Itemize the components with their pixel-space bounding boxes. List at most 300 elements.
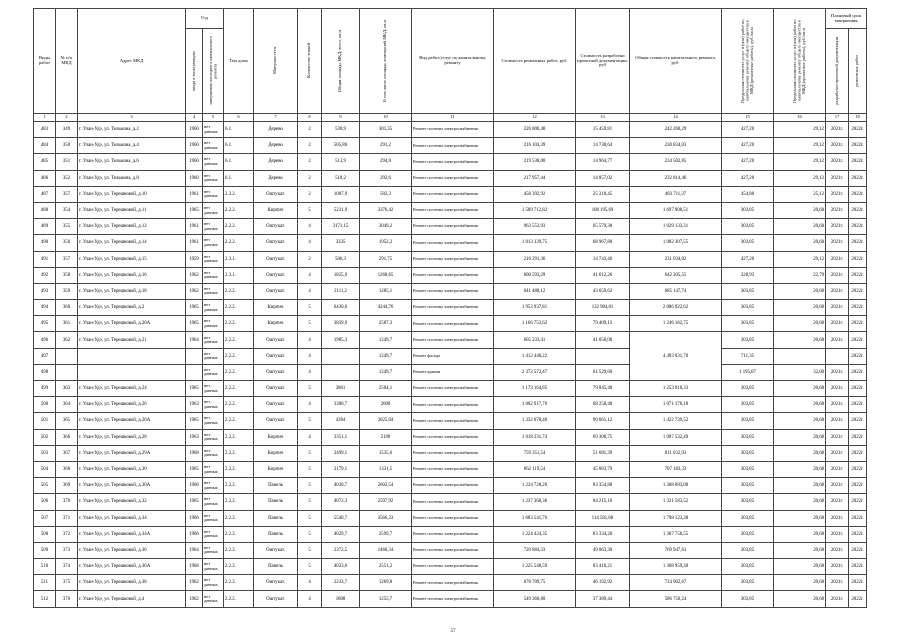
cell-addr: г. Улан-Удэ, ул. Терешковой, д.26А (78, 413, 186, 429)
table-row (34, 526, 867, 542)
cell-et: 5 (298, 494, 322, 510)
cell-pl: 6430,6 (322, 300, 360, 316)
cell-p2: 20,68 (774, 559, 826, 575)
cell-n: 508 (34, 526, 56, 542)
cell-d2: 2022г. (849, 397, 867, 413)
cell-tip: 2.2.2. (224, 413, 254, 429)
cell-n: 506 (34, 494, 56, 510)
table-body (34, 122, 867, 608)
header-god-vvod: ввода в эксплуатацию (190, 50, 196, 92)
cell-mat: Оштукат. (254, 219, 298, 235)
cell-pr (576, 348, 630, 364)
cell-n: 491 (34, 251, 56, 267)
cell-rem: нет данных (203, 122, 224, 138)
cell-pr: 45 063,79 (576, 461, 630, 477)
cell-st: 1 412 440,22 (494, 348, 576, 364)
cell-p2: 29,12 (774, 122, 826, 138)
cell-d2: 2022г. (849, 219, 867, 235)
cell-mkd: 360 (56, 300, 78, 316)
cell-pl: 1985,3 (322, 332, 360, 348)
cell-p1: 427,20 (722, 154, 774, 170)
cell-st: 1 224 424,35 (494, 526, 576, 542)
cell-pr: 79 845,48 (576, 381, 630, 397)
cell-mkd: 358 (56, 267, 78, 283)
cell-st: 219 538,08 (494, 154, 576, 170)
cell-n: 501 (34, 413, 56, 429)
cell-addr: г. Улан-Удэ, ул. Терешковой, д.26 (78, 397, 186, 413)
cell-mkd: 365 (56, 413, 78, 429)
table-row (34, 575, 867, 591)
cell-d1: 2021г. (826, 478, 849, 494)
cell-mat: Кирпич (254, 202, 298, 218)
cell-god: 1960 (186, 138, 203, 154)
cell-vid: Ремонт крыши (412, 364, 494, 380)
cell-p1: 427,20 (722, 170, 774, 186)
cell-n: 485 (34, 154, 56, 170)
cell-ob: 707 183,33 (630, 461, 722, 477)
cell-d1: 2021г. (826, 559, 849, 575)
table-row (34, 138, 867, 154)
cell-d1 (826, 348, 849, 364)
cell-d1: 2021г. (826, 526, 849, 542)
cell-et: 4 (298, 429, 322, 445)
cell-p1: 303,85 (722, 575, 774, 591)
cell-pl: 5540,7 (322, 510, 360, 526)
cell-pl: 4033,6 (322, 559, 360, 575)
cell-pl: 1825,9 (322, 267, 360, 283)
cell-mat: Панель (254, 526, 298, 542)
cell-p2 (774, 348, 826, 364)
table-row (34, 267, 867, 283)
cell-mat: Кирпич (254, 300, 298, 316)
cell-plp: 3049,2 (360, 219, 412, 235)
cell-n: 503 (34, 445, 56, 461)
cell-ob: 1 798 123,38 (630, 510, 722, 526)
cell-god: 1968 (186, 445, 203, 461)
cell-god: 1962 (186, 591, 203, 607)
cell-plp: 2551,2 (360, 559, 412, 575)
cell-mkd: 371 (56, 510, 78, 526)
header-material-sten: Материал стен (272, 47, 278, 75)
cell-d2: 2022г. (849, 575, 867, 591)
cell-addr: г. Улан-Удэ, ул. Терешковой, д.28 (78, 429, 186, 445)
cell-d1: 2021г. (826, 267, 849, 283)
cell-d1: 2021г. (826, 591, 849, 607)
cell-mat: Оштукат. (254, 542, 298, 558)
cell-p1: 303,85 (722, 429, 774, 445)
cell-tip: 2.2.2. (224, 526, 254, 542)
cell-addr: г. Улан-Удэ, ул. Терешковой, д.36А (78, 559, 186, 575)
cell-d2: 2022г. (849, 348, 867, 364)
cell-tip: 2.2.2. (224, 202, 254, 218)
cell-plp: 3566,33 (360, 510, 412, 526)
cell-mat: Оштукат. (254, 591, 298, 607)
table-row (34, 235, 867, 251)
cell-ob: 230 834,03 (630, 138, 722, 154)
cell-ob: 1 082 307,55 (630, 235, 722, 251)
cell-p1: 303,85 (722, 559, 774, 575)
cell-st: 1 002 917,70 (494, 397, 576, 413)
cell-pl: 4384 (322, 413, 360, 429)
cell-rem: нет данных (203, 202, 224, 218)
cell-rem: нет данных (203, 154, 224, 170)
cell-p1: 303,85 (722, 510, 774, 526)
cell-mat: Оштукат. (254, 348, 298, 364)
table-row (34, 283, 867, 299)
header-pred-stoim-2: Предельная стоимость услуг и (или) работ по капитальному ремонту общего имущества в МКД (проектные работы), руб./кв.м (791, 19, 806, 103)
cell-pr: 90 661,12 (576, 413, 630, 429)
table-row (34, 591, 867, 607)
cell-mat: Оштукат. (254, 186, 298, 202)
cell-p1: 303,85 (722, 202, 774, 218)
table-row (34, 251, 867, 267)
cell-d2: 2022г. (849, 510, 867, 526)
cell-vid: Ремонт системы электроснабжения (412, 381, 494, 397)
cell-st: 1 166 753,62 (494, 316, 576, 332)
cell-p2: 29,12 (774, 251, 826, 267)
cell-d2: 2022г. (849, 332, 867, 348)
cell-p1: 303,85 (722, 283, 774, 299)
table-row (34, 219, 867, 235)
cell-st: 1 953 937,81 (494, 300, 576, 316)
table-row (34, 478, 867, 494)
cell-p1: 303,85 (722, 478, 774, 494)
cell-pl: 3839,9 (322, 316, 360, 332)
cell-d2: 2022г. (849, 300, 867, 316)
cell-plp: 1285,1 (360, 283, 412, 299)
cell-n: 502 (34, 429, 56, 445)
header-stoimost-proekt: Стоимость разработки проектной документации, руб (576, 9, 630, 114)
cell-god: 1960 (186, 170, 203, 186)
cell-mkd: 357 (56, 251, 78, 267)
cell-d2: 2022г. (849, 138, 867, 154)
cell-et: 5 (298, 381, 322, 397)
cell-n: 507 (34, 510, 56, 526)
cell-vid: Ремонт системы электроснабжения (412, 170, 494, 186)
cell-vid: Ремонт системы электроснабжения (412, 154, 494, 170)
cell-et: 4 (298, 364, 322, 380)
cell-plp: 1249,7 (360, 364, 412, 380)
cell-ob: 724 902,67 (630, 575, 722, 591)
cell-p2: 20,68 (774, 445, 826, 461)
cell-n: 500 (34, 397, 56, 413)
cell-pl: 3300,7 (322, 397, 360, 413)
cell-mkd (56, 364, 78, 380)
cell-d1: 2021г. (826, 542, 849, 558)
cell-tip: 2.2.2. (224, 300, 254, 316)
cell-d1: 2021г. (826, 138, 849, 154)
cell-god: 1960 (186, 154, 203, 170)
header-ploshad-obshaya: Общая площадь МКД, всего, кв.м (337, 29, 343, 93)
cell-d2: 2022г. (849, 381, 867, 397)
cell-mkd: 376 (56, 591, 78, 607)
cell-vid: Ремонт системы электроснабжения (412, 494, 494, 510)
cell-plp: 2597,92 (360, 494, 412, 510)
table-row (34, 332, 867, 348)
cell-addr: г. Улан-Удэ, ул. Терешковой, д.29А (78, 445, 186, 461)
cell-p2: 20,68 (774, 429, 826, 445)
cell-vid: Ремонт системы электроснабжения (412, 591, 494, 607)
cell-mat: Дерево (254, 154, 298, 170)
cell-et: 4 (298, 267, 322, 283)
cell-n: 504 (34, 461, 56, 477)
cell-addr: г. Улан-Удэ, ул. Терешковой, д.4 (78, 591, 186, 607)
cell-rem: нет данных (203, 364, 224, 380)
cell-et: 5 (298, 300, 322, 316)
cell-plp: 2602,54 (360, 478, 412, 494)
cell-rem: нет данных (203, 381, 224, 397)
cell-pl: 3861 (322, 381, 360, 397)
column-number-row (34, 114, 867, 122)
cell-tip: 2.3.1. (224, 267, 254, 283)
table-row (34, 397, 867, 413)
cell-god: 1962 (186, 267, 203, 283)
column-number: 10 (360, 114, 412, 122)
cell-n: 510 (34, 559, 56, 575)
cell-addr: г. Улан-Удэ, ул. Терешковой, д.16 (78, 267, 186, 283)
cell-d2: 2022г. (849, 429, 867, 445)
cell-et: 5 (298, 510, 322, 526)
cell-d2: 2022г. (849, 461, 867, 477)
cell-pr: 114 581,68 (576, 510, 630, 526)
cell-d2: 2022г. (849, 154, 867, 170)
cell-d1: 2021г. (826, 283, 849, 299)
cell-god: 1959 (186, 251, 203, 267)
cell-mkd: 352 (56, 170, 78, 186)
cell-addr: г. Улан-Удэ, ул. Терешковой, д.18 (78, 283, 186, 299)
cell-ob: 1 253 010,33 (630, 381, 722, 397)
cell-et: 5 (298, 542, 322, 558)
cell-god: 1962 (186, 283, 203, 299)
cell-pl (322, 364, 360, 380)
cell-pl: 3171,15 (322, 219, 360, 235)
cell-p1: 303,85 (722, 542, 774, 558)
cell-god (186, 348, 203, 364)
cell-plp: 1952,2 (360, 235, 412, 251)
cell-pl: 2499,1 (322, 445, 360, 461)
cell-pl: 4072,3 (322, 494, 360, 510)
cell-tip: 2.2.2. (224, 429, 254, 445)
cell-p1: 303,85 (722, 316, 774, 332)
cell-ob: 769 947,63 (630, 542, 722, 558)
page-number: 57 (450, 629, 456, 634)
cell-vid: Ремонт системы электроснабжения (412, 138, 494, 154)
cell-d1: 2021г. (826, 316, 849, 332)
cell-p2: 20,68 (774, 300, 826, 316)
cell-d2: 2022г. (849, 202, 867, 218)
cell-d1: 2021г. (826, 122, 849, 138)
cell-st: 600 593,29 (494, 267, 576, 283)
cell-tip: 2.2.2. (224, 542, 254, 558)
cell-pl: 2372,5 (322, 542, 360, 558)
cell-n: 496 (34, 332, 56, 348)
cell-st: 2 372 572,47 (494, 364, 576, 380)
cell-pl: 510,2 (322, 170, 360, 186)
cell-p1: 303,85 (722, 591, 774, 607)
column-number: 4 (186, 114, 203, 122)
cell-mkd: 372 (56, 526, 78, 542)
cell-pl: 3351,1 (322, 429, 360, 445)
cell-addr: г. Улан-Удэ, ул. Терешковой, д.38 (78, 575, 186, 591)
cell-p2: 20,68 (774, 591, 826, 607)
cell-p2: 25,12 (774, 186, 826, 202)
table-row (34, 381, 867, 397)
cell-p1: 427,20 (722, 138, 774, 154)
cell-tip: 2.3.2. (224, 186, 254, 202)
cell-ob: 811 032,93 (630, 445, 722, 461)
cell-d2: 2022г. (849, 591, 867, 607)
cell-et: 4 (298, 332, 322, 348)
cell-addr: г. Улан-Удэ, ул. Терешковой, д.10 (78, 186, 186, 202)
cell-rem: нет данных (203, 559, 224, 575)
cell-n: 493 (34, 283, 56, 299)
cell-mat: Кирпич (254, 445, 298, 461)
cell-et: 4 (298, 348, 322, 364)
cell-n: 487 (34, 186, 56, 202)
cell-plp: 1249,7 (360, 332, 412, 348)
cell-et: 2 (298, 251, 322, 267)
cell-pr: 108 195,69 (576, 202, 630, 218)
cell-mat: Панель (254, 510, 298, 526)
cell-p1: 303,85 (722, 300, 774, 316)
cell-d1: 2021г. (826, 413, 849, 429)
cell-p2: 29,12 (774, 170, 826, 186)
cell-st: 641 488,12 (494, 283, 576, 299)
cell-addr: г. Улан-Удэ, ул. Терешковой, д.20А (78, 316, 186, 332)
table-row (34, 316, 867, 332)
cell-d1: 2021г. (826, 154, 849, 170)
cell-addr: г. Улан-Удэ, ул. Терешковой, д.30А (78, 478, 186, 494)
cell-st: 678 709,75 (494, 575, 576, 591)
column-number: 6 (224, 114, 254, 122)
cell-vid: Ремонт системы электроснабжения (412, 461, 494, 477)
cell-n: 505 (34, 478, 56, 494)
cell-p1: 454,80 (722, 186, 774, 202)
cell-mat: Дерево (254, 138, 298, 154)
cell-n: 494 (34, 300, 56, 316)
cell-d1: 2021г. (826, 300, 849, 316)
cell-mat: Оштукат. (254, 251, 298, 267)
cell-pr: 46 192,92 (576, 575, 630, 591)
header-god-remont: завершения последнего капитального ремонта (207, 36, 217, 106)
cell-plp: 3025,04 (360, 413, 412, 429)
cell-d1: 2021г. (826, 364, 849, 380)
table-row (34, 429, 867, 445)
cell-d2: 2022г. (849, 316, 867, 332)
cell-pr: 83 334,20 (576, 526, 630, 542)
cell-et: 5 (298, 461, 322, 477)
cell-ob: 642 205,55 (630, 267, 722, 283)
cell-d2: 2022г. (849, 283, 867, 299)
cell-addr: г. Улан-Удэ, ул. Тельмана, д.6 (78, 154, 186, 170)
cell-st: 1 224 728,20 (494, 478, 576, 494)
cell-mat: Оштукат. (254, 381, 298, 397)
cell-vid: Ремонт системы электроснабжения (412, 251, 494, 267)
cell-d2: 2022г. (849, 186, 867, 202)
table-row (34, 170, 867, 186)
cell-mkd: 362 (56, 332, 78, 348)
table-row (34, 300, 867, 316)
cell-p2: 20,68 (774, 478, 826, 494)
cell-p2: 20,68 (774, 283, 826, 299)
cell-vid: Ремонт системы электроснабжения (412, 445, 494, 461)
cell-d1: 2021г. (826, 397, 849, 413)
cell-rem: нет данных (203, 413, 224, 429)
cell-rem: нет данных (203, 478, 224, 494)
cell-et: 5 (298, 526, 322, 542)
cell-st: 1 225 548,59 (494, 559, 576, 575)
cell-rem: нет данных (203, 316, 224, 332)
cell-tip: 2.3.1. (224, 251, 254, 267)
cell-rem: нет данных (203, 251, 224, 267)
table-row (34, 413, 867, 429)
cell-p2: 20,68 (774, 219, 826, 235)
cell-et: 4 (298, 591, 322, 607)
cell-p1: 711,35 (722, 348, 774, 364)
cell-p1: 303,85 (722, 381, 774, 397)
cell-st: 1 683 541,70 (494, 510, 576, 526)
cell-n: 483 (34, 122, 56, 138)
cell-et: 5 (298, 316, 322, 332)
cell-n: 495 (34, 316, 56, 332)
cell-plp: 2600 (360, 397, 412, 413)
cell-p2: 20,68 (774, 397, 826, 413)
cell-mkd: 373 (56, 542, 78, 558)
column-number: 3 (78, 114, 186, 122)
cell-ob: 2 086 922,62 (630, 300, 722, 316)
cell-mat: Дерево (254, 122, 298, 138)
cell-d2: 2022г. (849, 235, 867, 251)
cell-plp: 291,2 (360, 138, 412, 154)
cell-p2: 20,68 (774, 542, 826, 558)
cell-st: 1 018 231,74 (494, 429, 576, 445)
header-etazhi: Количество этажей (306, 43, 312, 79)
cell-st: 549 360,80 (494, 591, 576, 607)
cell-vid: Ремонт системы электроснабжения (412, 413, 494, 429)
cell-plp: 3376,42 (360, 202, 412, 218)
cell-tip: 2.2.2. (224, 219, 254, 235)
cell-tip: 2.2.2. (224, 364, 254, 380)
cell-mkd: 364 (56, 397, 78, 413)
cell-addr: г. Улан-Удэ, ул. Терешковой, д.15 (78, 251, 186, 267)
cell-addr: г. Улан-Удэ, ул. Терешковой, д.24 (78, 381, 186, 397)
cell-n: 490 (34, 235, 56, 251)
cell-god: 1965 (186, 413, 203, 429)
cell-mkd: 375 (56, 575, 78, 591)
cell-et: 4 (298, 575, 322, 591)
cell-addr: г. Улан-Удэ, ул. Тельмана, д.2 (78, 122, 186, 138)
cell-pr: 37 389,44 (576, 591, 630, 607)
cell-et: 2 (298, 154, 322, 170)
cell-d2: 2022г. (849, 445, 867, 461)
cell-n: 509 (34, 542, 56, 558)
cell-plp: 1269,8 (360, 575, 412, 591)
cell-rem: нет данных (203, 300, 224, 316)
cell-god: 1962 (186, 575, 203, 591)
header-tip-doma: Тип дома (224, 9, 254, 114)
cell-mkd: 374 (56, 559, 78, 575)
cell-n: 489 (34, 219, 56, 235)
cell-mat: Оштукат. (254, 235, 298, 251)
cell-tip: 2.2.2. (224, 235, 254, 251)
cell-rem: нет данных (203, 494, 224, 510)
cell-d1: 2021г. (826, 186, 849, 202)
cell-st: 1 173 164,85 (494, 381, 576, 397)
cell-et: 5 (298, 202, 322, 218)
cell-mat: Оштукат. (254, 575, 298, 591)
cell-rem: нет данных (203, 283, 224, 299)
cell-pr: 84 215,16 (576, 494, 630, 510)
